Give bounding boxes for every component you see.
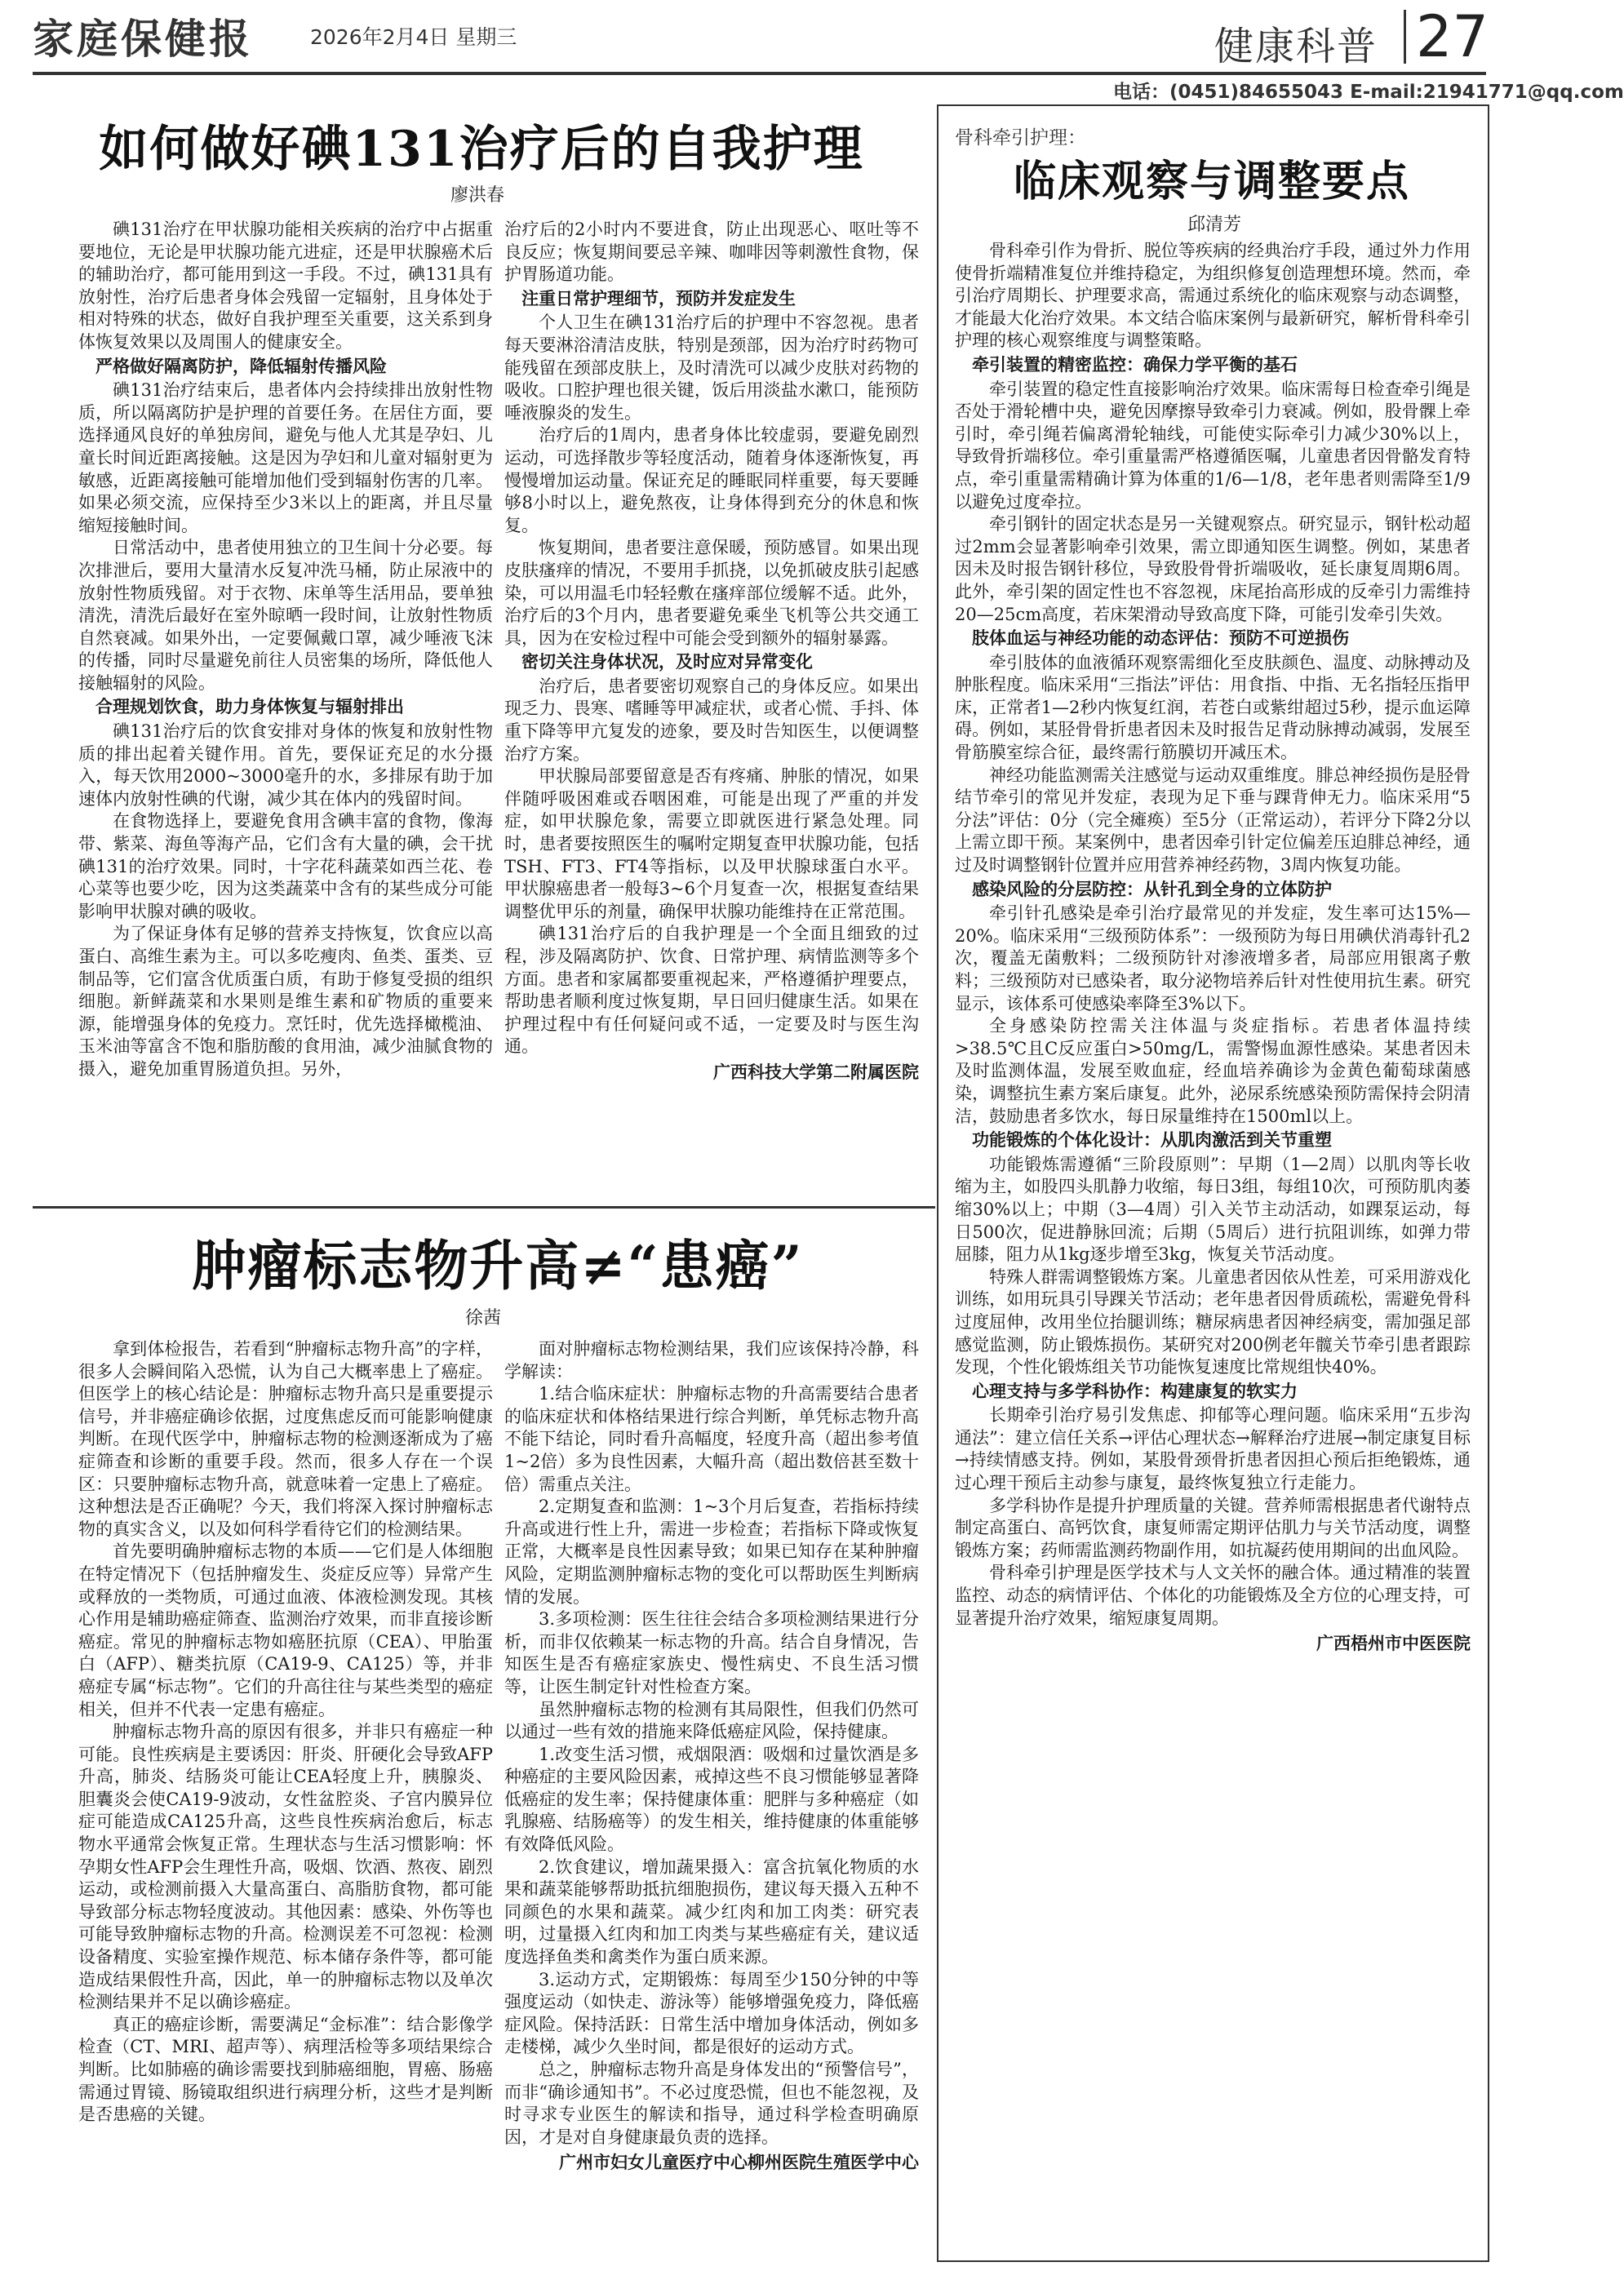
masthead-rule [33,72,1486,75]
paragraph: 总之，肿瘤标志物升高是身体发出的“预警信号”，而非“确诊通知书”。不必过度恐慌，但也不能忽视，及时寻求专业医生的解读和指导，通过科学检查明确原因，才是对自身健康最负责的选择。 [504,2060,919,2147]
paper-name: 家庭保健报 [33,15,253,63]
article3-kicker: 骨科牵引护理： [955,127,1086,149]
article1-author: 廖洪春 [450,185,505,206]
paragraph: 治疗后，患者要密切观察自己的身体反应。如果出现乏力、畏寒、嗜睡等甲减症状，或者心慌、手抖、体重下降等甲亢复发的迹象，要及时告知医生，以便调整治疗方案。 [504,676,919,764]
paragraph: 骨科牵引作为骨折、脱位等疾病的经典治疗手段，通过外力作用使骨折端精准复位并维持稳定，为组织修复创造理想环境。然而，牵引治疗周期长、护理要求高，需通过系统化的临床观察与动态调整，才能最大化治疗效果。本文结合临床案例与最新研究，解析骨科牵引护理的核心观察维度与调整策略。 [955,241,1471,351]
paragraph: 1.改变生活习惯，戒烟限酒：吸烟和过量饮酒是多种癌症的主要风险因素，戒掉这些不良习惯能够显著降低癌症的发生率；保持健康体重：肥胖与多种癌症（如乳腺癌、结肠癌等）的发生相关，维持健康的体重能够有效降低风险。 [504,1744,919,1855]
article3-column [955,240,1471,2247]
subheading: 注重日常护理细节，预防并发症发生 [521,288,796,308]
paragraph: 在食物选择上，要避免食用含碘丰富的食物，像海带、紫菜、海鱼等海产品，它们含有大量的碘，会干扰碘131的治疗效果。同时，十字花科蔬菜如西兰花、卷心菜等也要少吃，因为这类蔬菜中含有的某些成分可能影响甲状腺对碘的吸收。 [78,811,493,921]
subheading: 合理规划饮食，助力身体恢复与辐射排出 [95,697,404,717]
article3-title: 临床观察与调整要点 [1013,157,1410,206]
paragraph: 碘131治疗后的饮食安排对身体的恢复和放射性物质的排出起着关键作用。首先，要保证充足的水分摄入，每天饮用2000~3000毫升的水，多排尿有助于加速体内放射性碘的代谢，减少其在体内的残留时间。 [78,721,493,809]
subheading: 功能锻炼的个体化设计：从肌肉激活到关节重塑 [972,1130,1332,1151]
paragraph: 牵引针孔感染是牵引治疗最常见的并发症，发生率可达15%—20%。临床采用“三级预防体系”：一级预防为每日用碘伏消毒针孔2次，覆盖无菌敷料；二级预防针对渗液增多者，局部应用银离子敷料；三级预防对已感染者，取分泌物培养后针对性使用抗生素。研究显示，该体系可使感染率降至3%以下。 [955,903,1471,1014]
paragraph: 多学科协作是提升护理质量的关键。营养师需根据患者代谢特点制定高蛋白、高钙饮食，康复师需定期评估肌力与关节活动度，调整锻炼方案；药师需监测药物副作用，如抗凝药使用期间的出血风险。 [955,1495,1471,1560]
paragraph: 2.饮食建议，增加蔬果摄入：富含抗氧化物质的水果和蔬菜能够帮助抵抗细胞损伤，建议每天摄入五种不同颜色的水果和蔬菜。减少红肉和加工肉类：研究表明，过量摄入红肉和加工肉类与某些癌症有关，建议适度选择鱼类和禽类作为蛋白质来源。 [504,1856,919,1967]
paragraph: 全身感染防控需关注体温与炎症指标。若患者体温持续>38.5℃且C反应蛋白>50mg/L，需警惕血源性感染。某患者因未及时监测体温，发展至败血症，经血培养确诊为金黄色葡萄球菌感染，调整抗生素方案后康复。此外，泌尿系统感染预防需保持会阴清洁，鼓励患者多饮水，每日尿量维持在1500ml以上。 [955,1016,1471,1126]
article3-author: 邱清芳 [1187,215,1242,235]
paragraph: 真正的癌症诊断，需要满足“金标准”：结合影像学检查（CT、MRI、超声等）、病理活检等多项结果综合判断。比如肺癌的确诊需要找到肺癌细胞，胃癌、肠癌需通过胃镜、肠镜取组织进行病理分析，这些才是判断是否患癌的关键。 [78,2014,493,2125]
paragraph: 1.结合临床症状：肿瘤标志物的升高需要结合患者的临床症状和体格结果进行综合判断，单凭标志物升高不能下结论，同时看升高幅度，轻度升高（超出参考值1~2倍）多为良性因素，大幅升高（超出数倍甚至数十倍）需重点关注。 [504,1384,919,1494]
subheading: 心理支持与多学科协作：构建康复的软实力 [972,1381,1298,1401]
masthead-divider [1404,10,1406,64]
subheading: 肢体血运与神经功能的动态评估：预防不可逆损伤 [972,628,1349,649]
paragraph: 2.定期复查和监测：1~3个月后复查，若指标持续升高或进行性上升，需进一步检查；若指标下降或恢复正常，大概率是良性因素导致；如果已知存在某种肿瘤风险，定期监测肿瘤标志物的变化可以帮助医生判断病情的发展。 [504,1497,919,1607]
paragraph: 碘131治疗后的自我护理是一个全面且细致的过程，涉及隔离防护、饮食、日常护理、病情监测等多个方面。患者和家属都要重视起来，严格遵循护理要点，帮助患者顺利度过恢复期，早日回归健康生活。如果在护理过程中有任何疑问或不适，一定要及时与医生沟通。 [504,924,919,1057]
author-affiliation: 广西科技大学第二附属医院 [713,1062,919,1082]
paragraph: 面对肿瘤标志物检测结果，我们应该保持冷静，科学解读： [504,1339,919,1382]
paragraph: 个人卫生在碘131治疗后的护理中不容忽视。患者每天要淋浴清洁皮肤，特别是颈部，因为治疗时药物可能残留在颈部皮肤上，及时清洗可以减少皮肤对药物的吸收。口腔护理也很关键，饭后用淡盐水漱口，能预防唾液腺炎的发生。 [504,313,919,423]
article2-author: 徐茜 [465,1308,502,1328]
paragraph: 碘131治疗结束后，患者体内会持续排出放射性物质，所以隔离防护是护理的首要任务。在居住方面，要选择通风良好的单独房间，避免与他人尤其是孕妇、儿童长时间近距离接触。这是因为孕妇和儿童对辐射更为敏感，近距离接触可能增加他们受到辐射伤害的几率。如果必须交流，应保持至少3米以上的距离，并且尽量缩短接触时间。 [78,380,493,535]
article1-column-1 [78,219,493,1198]
author-affiliation: 广州市妇女儿童医疗中心柳州医院生殖医学中心 [559,2153,919,2173]
article2-column-1 [78,1338,493,2260]
paragraph: 碘131治疗在甲状腺功能相关疾病的治疗中占据重要地位，无论是甲状腺功能亢进症，还是甲状腺癌术后的辅助治疗，都可能用到这一手段。不过，碘131具有放射性，治疗后患者身体会残留一定辐射，且身体处于相对特殊的状态，做好自我护理至关重要，这关系到身体恢复效果以及周围人的健康安全。 [78,220,493,352]
paragraph: 日常活动中，患者使用独立的卫生间十分必要。每次排泄后，要用大量清水反复冲洗马桶，防止尿液中的放射性物质残留。对于衣物、床单等生活用品，要单独清洗，清洗后最好在室外晾晒一段时间，让放射性物质自然衰减。如果外出，一定要佩戴口罩，减少唾液飞沫的传播，同时尽量避免前往人员密集的场所，降低他人接触辐射的风险。 [78,538,493,693]
paragraph: 神经功能监测需关注感觉与运动双重维度。腓总神经损伤是胫骨结节牵引的常见并发症，表现为足下垂与踝背伸无力。临床采用“5分法”评估：0分（完全瘫痪）至5分（正常运动），若评分下降2分以上需立即干预。某案例中，患者因牵引针定位偏差压迫腓总神经，通过及时调整钢针位置并应用营养神经药物，3周内恢复功能。 [955,765,1471,876]
article-separator [33,1206,935,1209]
contact-info: 电话：(0451)84655043 E-mail:21941771@qq.com [1113,82,1624,103]
paragraph: 首先要明确肿瘤标志物的本质——它们是人体细胞在特定情况下（包括肿瘤发生、炎症反应等）异常产生或释放的一类物质，可通过血液、体液检测发现。其核心作用是辅助癌症筛查、监测治疗效果，而非直接诊断癌症。常见的肿瘤标志物如癌胚抗原（CEA）、甲胎蛋白（AFP）、糖类抗原（CA19-9、CA125）等，并非癌症专属“标志物”。它们的升高往往与某些类型的癌症相关，但并不代表一定患有癌症。 [78,1541,493,1719]
paragraph: 肿瘤标志物升高的原因有很多，并非只有癌症一种可能。良性疾病是主要诱因：肝炎、肝硬化会导致AFP升高，肺炎、结肠炎可能让CEA轻度上升，胰腺炎、胆囊炎会使CA19-9波动，女性盆腔炎、子宫内膜异位症可能造成CA125升高，这些良性疾病治愈后，标志物水平通常会恢复正常。生理状态与生活习惯影响：怀孕期女性AFP会生理性升高，吸烟、饮酒、熬夜、剧烈运动，或检测前摄入大量高蛋白、高脂肪食物，都可能导致部分标志物轻度波动。其他因素：感染、外伤等也可能导致肿瘤标志物的升高。检测误差不可忽视：检测设备精度、实验室操作规范、标本储存条件等，都可能造成结果假性升高，因此，单一的肿瘤标志物以及单次检测结果并不足以确诊癌症。 [78,1722,493,2012]
subheading: 感染风险的分层防控：从针孔到全身的立体防护 [972,879,1332,899]
subheading: 严格做好隔离防护，降低辐射传播风险 [95,356,387,376]
subheading: 密切关注身体状况，及时应对异常变化 [521,652,813,672]
paragraph: 3.多项检测：医生往往会结合多项检测结果进行分析，而非仅依赖某一标志物的升高。结合自身情况，告知医生是否有癌症家族史、慢性病史、不良生活习惯等，让医生制定针对性检查方案。 [504,1609,919,1697]
author-affiliation: 广西梧州市中医医院 [1316,1634,1471,1654]
paragraph: 治疗后的2小时内不要进食，防止出现恶心、呕吐等不良反应；恢复期间要忌辛辣、咖啡因等刺激性食物，保护胃肠道功能。 [504,220,919,285]
paragraph: 恢复期间，患者要注意保暖，预防感冒。如果出现皮肤瘙痒的情况，不要用手抓挠，以免抓破皮肤引起感染，可以用温毛巾轻轻敷在瘙痒部位缓解不适。此外，治疗后的3个月内，患者要避免乘坐飞机等公共交通工具，因为在安检过程中可能会受到额外的辐射暴露。 [504,538,919,648]
paragraph: 牵引钢针的固定状态是另一关键观察点。研究显示，钢针松动超过2mm会显著影响牵引效果，需立即通知医生调整。例如，某患者因未及时报告钢针移位，导致股骨骨折端吸收，延长康复周期6周。此外，牵引架的固定性也不容忽视，床尾抬高形成的反牵引力需维持20—25cm高度，若床架滑动导致高度下降，可能引发牵引失效。 [955,514,1471,624]
page-number: 27 [1416,3,1489,70]
article1-column-2 [504,219,919,1206]
paragraph: 功能锻炼需遵循“三阶段原则”：早期（1—2周）以肌肉等长收缩为主，如股四头肌静力收缩，每日3组，每组10次，可预防肌肉萎缩30%以上；中期（3—4周）引入关节主动活动，如踝泵运动，每日500次，促进静脉回流；后期（5周后）进行抗阻训练，如弹力带屈膝，阻力从1kg逐步增至3kg，恢复关节活动度。 [955,1154,1471,1265]
paragraph: 治疗后的1周内，患者身体比较虚弱，要避免剧烈运动，可选择散步等轻度活动，随着身体逐渐恢复，再慢慢增加运动量。保证充足的睡眠同样重要，每天要睡够8小时以上，避免熬夜，让身体得到充分的休息和恢复。 [504,425,919,535]
article2-title: 肿瘤标志物升高≠“患癌” [192,1234,804,1297]
issue-date: 2026年2月4日 星期三 [310,25,517,49]
article2-column-2 [504,1338,919,2264]
paragraph: 甲状腺局部要留意是否有疼痛、肿胀的情况，如果伴随呼吸困难或吞咽困难，可能是出现了严重的并发症，如甲状腺危象，需要立即就医进行紧急处理。同时，患者要按照医生的嘱咐定期复查甲状腺功能，包括TSH、FT3、FT4等指标，以及甲状腺球蛋白水平。甲状腺癌患者一般每3~6个月复查一次，根据复查结果调整优甲乐的剂量，确保甲状腺功能维持在正常范围。 [504,766,919,921]
paragraph: 牵引装置的稳定性直接影响治疗效果。临床需每日检查牵引绳是否处于滑轮槽中央，避免因摩擦导致牵引力衰减。例如，股骨髁上牵引时，牵引绳若偏离滑轮轴线，可能使实际牵引力减少30%以上，导致骨折端移位。牵引重量需严格遵循医嘱，儿童患者因骨骼发育特点，牵引重量需精确计算为体重的1/6—1/8，老年患者则需降至1/9以避免过度牵拉。 [955,379,1471,512]
section-title: 健康科普 [1214,24,1378,69]
article1-title: 如何做好碘131治疗后的自我护理 [99,121,864,178]
paragraph: 特殊人群需调整锻炼方案。儿童患者因依从性差，可采用游戏化训练，如用玩具引导踝关节活动；老年患者因骨质疏松，需避免骨科过度屈伸，改用坐位抬腿训练；糖尿病患者因神经病变，需加强足部感觉监测，防止锻炼损伤。某研究对200例老年髋关节牵引患者跟踪发现，个性化锻炼组关节功能恢复速度比常规组快40%。 [955,1266,1471,1377]
paragraph: 拿到体检报告，若看到“肿瘤标志物升高”的字样，很多人会瞬间陷入恐慌，认为自己大概率患上了癌症。但医学上的核心结论是：肿瘤标志物升高只是重要提示信号，并非癌症确诊依据，过度焦虑反而可能影响健康判断。在现代医学中，肿瘤标志物的检测逐渐成为了癌症筛查和诊断的重要手段。然而，很多人存在一个误区：只要肿瘤标志物升高，就意味着一定患上了癌症。这种想法是否正确呢？今天，我们将深入探讨肿瘤标志物的真实含义，以及如何科学看待它们的检测结果。 [78,1339,493,1539]
paragraph: 为了保证身体有足够的营养支持恢复，饮食应以高蛋白、高维生素为主。可以多吃瘦肉、鱼类、蛋类、豆制品等，它们富含优质蛋白质，有助于修复受损的组织细胞。新鲜蔬菜和水果则是维生素和矿物质的重要来源，能增强身体的免疫力。烹饪时，优先选择橄榄油、玉米油等富含不饱和脂肪酸的食用油，减少油腻食物的摄入，避免加重胃肠道负担。另外， [78,924,493,1079]
subheading: 牵引装置的精密监控：确保力学平衡的基石 [972,354,1298,375]
paragraph: 牵引肢体的血液循环观察需细化至皮肤颜色、温度、动脉搏动及肿胀程度。临床采用“三指法”评估：用食指、中指、无名指轻压指甲床，正常者1—2秒内恢复红润，若苍白或紫绀超过5秒，提示血运障碍。例如，某胫骨骨折患者因未及时报告足背动脉搏动减弱，发展至骨筋膜室综合征，最终需行筋膜切开减压术。 [955,652,1471,763]
paragraph: 3.运动方式，定期锻炼：每周至少150分钟的中等强度运动（如快走、游泳等）能够增强免疫力，降低癌症风险。保持活跃：日常生活中增加身体活动，例如多走楼梯，减少久坐时间，都是很好的运动方式。 [504,1969,919,2057]
paragraph: 长期牵引治疗易引发焦虑、抑郁等心理问题。临床采用“五步沟通法”：建立信任关系→评估心理状态→解释治疗进展→制定康复目标→持续情感支持。例如，某股骨颈骨折患者因担心预后拒绝锻炼，通过心理干预后主动参与康复，最终恢复独立行走能力。 [955,1405,1471,1493]
paragraph: 骨科牵引护理是医学技术与人文关怀的融合体。通过精准的装置监控、动态的病情评估、个体化的功能锻炼及全方位的心理支持，可显著提升治疗效果，缩短康复周期。 [955,1563,1471,1628]
paragraph: 虽然肿瘤标志物的检测有其局限性，但我们仍然可以通过一些有效的措施来降低癌症风险，保持健康。 [504,1699,919,1742]
